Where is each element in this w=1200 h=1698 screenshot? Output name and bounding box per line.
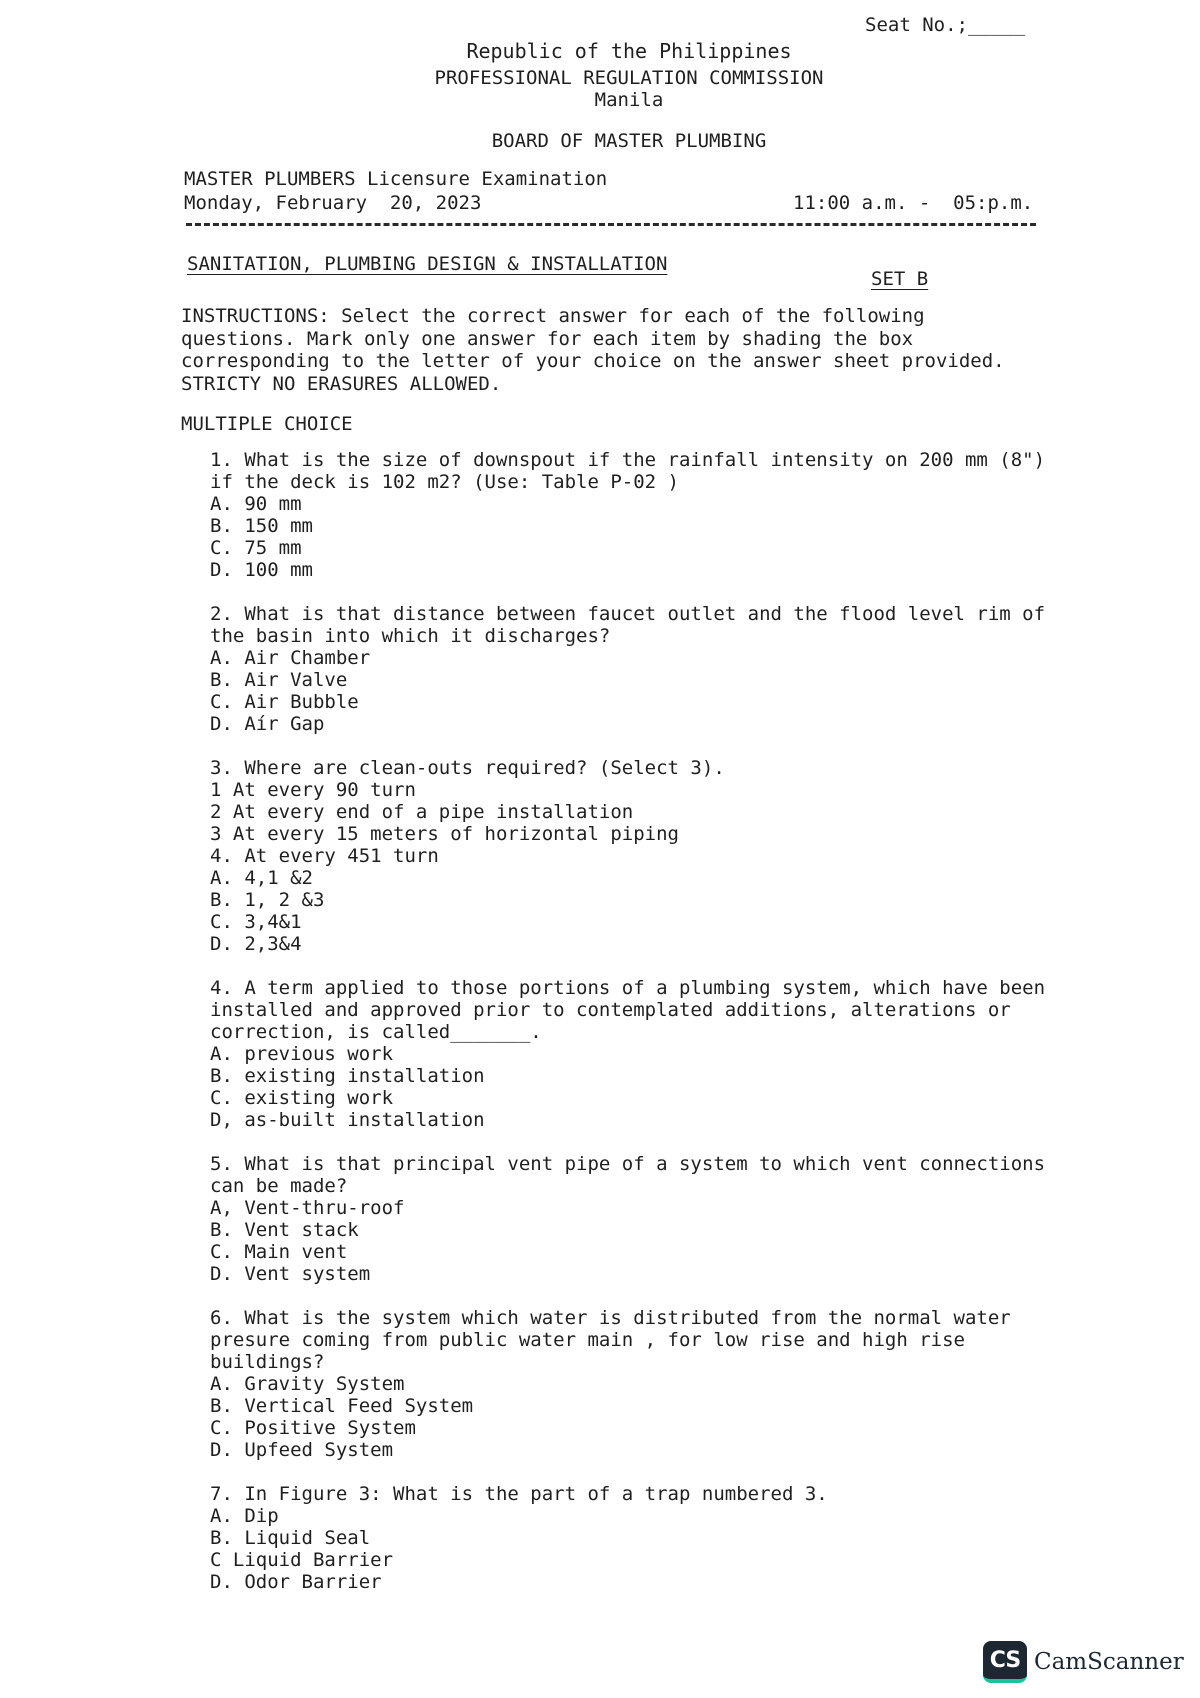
statement-item: 3 At every 15 meters of horizontal piping xyxy=(210,823,679,845)
dashed-divider xyxy=(186,223,1036,226)
exam-time: 11:00 a.m. - 05:p.m. xyxy=(793,192,1034,214)
answer-choice: A. 90 mm xyxy=(210,493,302,515)
question-text: buildings? xyxy=(210,1351,325,1373)
multiple-choice-label: MULTIPLE CHOICE xyxy=(181,413,353,435)
answer-choice: A. Gravity System xyxy=(210,1373,405,1395)
question-text: installed and approved prior to contemplated additions, alterations or xyxy=(210,999,1011,1021)
exam-date: Monday, February 20, 2023 xyxy=(184,192,482,214)
instruction-line: INSTRUCTIONS: Select the correct answer for each of the following xyxy=(181,305,925,327)
question-2 xyxy=(210,603,1045,735)
question-text: 7. In Figure 3: What is the part of a trap numbered 3. xyxy=(210,1483,828,1505)
instructions xyxy=(181,305,1005,395)
answer-choice: C. 75 mm xyxy=(210,537,302,559)
answer-choice: D. 2,3&4 xyxy=(210,933,302,955)
answer-choice: D, as-built installation xyxy=(210,1109,485,1131)
question-text: 5. What is that principal vent pipe of a system to which vent connections xyxy=(210,1153,1046,1175)
answer-choice: B. 1, 2 &3 xyxy=(210,889,325,911)
camscanner-logo-icon: CS xyxy=(983,1641,1027,1683)
republic-heading: Republic of the Philippines xyxy=(466,39,792,63)
question-text: 2. What is that distance between faucet outlet and the flood level rim of xyxy=(210,603,1046,625)
camscanner-watermark xyxy=(983,1641,1184,1683)
question-text: presure coming from public water main , for low rise and high rise xyxy=(210,1329,965,1351)
city-heading: Manila xyxy=(594,89,664,111)
answer-choice: C. Air Bubble xyxy=(210,691,359,713)
set-label: SET B xyxy=(871,268,929,290)
answer-choice: A, Vent-thru-roof xyxy=(210,1197,405,1219)
question-text: correction, is called_______. xyxy=(210,1021,542,1043)
subject-title: SANITATION, PLUMBING DESIGN & INSTALLATION xyxy=(187,253,668,275)
instruction-line: STRICTY NO ERASURES ALLOWED. xyxy=(181,372,502,395)
question-7 xyxy=(210,1483,828,1593)
answer-choice: C. existing work xyxy=(210,1087,394,1109)
question-6 xyxy=(210,1307,1011,1461)
answer-choice: C. Positive System xyxy=(210,1417,416,1439)
exam-title: MASTER PLUMBERS Licensure Examination xyxy=(184,168,608,190)
answer-choice: C. Main vent xyxy=(210,1241,348,1263)
question-1 xyxy=(210,449,1045,581)
question-3 xyxy=(210,757,725,955)
commission-heading: PROFESSIONAL REGULATION COMMISSION xyxy=(434,67,824,89)
statement-item: 1 At every 90 turn xyxy=(210,779,416,801)
board-heading: BOARD OF MASTER PLUMBING xyxy=(491,130,767,152)
answer-choice: C Liquid Barrier xyxy=(210,1549,394,1571)
answer-choice: B. existing installation xyxy=(210,1065,485,1087)
answer-choice: A. Air Chamber xyxy=(210,647,371,669)
answer-choice: B. Air Valve xyxy=(210,669,348,691)
answer-choice: D. Vent system xyxy=(210,1263,371,1285)
question-text: the basin into which it discharges? xyxy=(210,625,611,647)
question-text: 6. What is the system which water is distributed from the normal water xyxy=(210,1307,1011,1329)
answer-choice: D. Upfeed System xyxy=(210,1439,394,1461)
instruction-line: corresponding to the letter of your choice on the answer sheet provided. xyxy=(181,350,1005,372)
answer-choice: C. 3,4&1 xyxy=(210,911,302,933)
answer-choice: B. 150 mm xyxy=(210,515,313,537)
answer-choice: A. previous work xyxy=(210,1043,394,1065)
answer-choice: A. Dip xyxy=(210,1505,279,1527)
answer-choice: D. Aír Gap xyxy=(210,713,325,735)
question-4 xyxy=(210,977,1045,1131)
answer-choice: B. Vent stack xyxy=(210,1219,359,1241)
question-text: can be made? xyxy=(210,1175,348,1197)
answer-choice: A. 4,1 &2 xyxy=(210,867,313,889)
answer-choice: D. 100 mm xyxy=(210,559,313,581)
camscanner-name: CamScanner xyxy=(1034,1649,1184,1675)
question-5 xyxy=(210,1153,1045,1285)
question-text: 3. Where are clean-outs required? (Select 3). xyxy=(210,757,725,779)
question-text: 1. What is the size of downspout if the rainfall intensity on 200 mm (8") xyxy=(210,449,1046,471)
statement-item: 4. At every 451 turn xyxy=(210,845,439,867)
instruction-line: questions. Mark only one answer for each item by shading the box xyxy=(181,327,914,350)
question-text: if the deck is 102 m2? (Use: Table P-02 ) xyxy=(210,471,679,493)
answer-choice: B. Vertical Feed System xyxy=(210,1395,474,1417)
statement-item: 2 At every end of a pipe installation xyxy=(210,801,634,823)
answer-choice: D. Odor Barrier xyxy=(210,1571,382,1593)
question-text: 4. A term applied to those portions of a plumbing system, which have been xyxy=(210,977,1046,999)
answer-choice: B. Liquid Seal xyxy=(210,1527,371,1549)
seat-number: Seat No.;_____ xyxy=(865,14,1026,36)
